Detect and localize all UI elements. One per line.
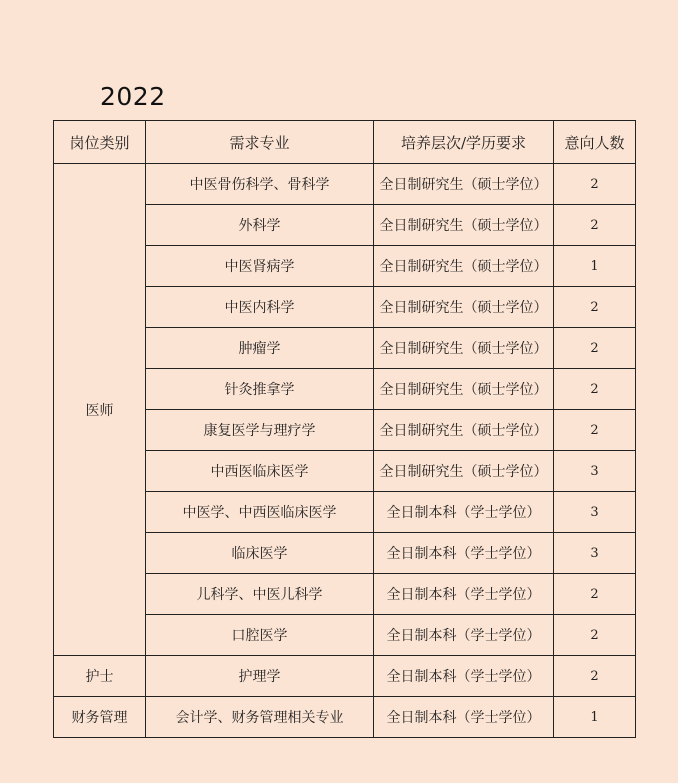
major-cell: 中西医临床医学 bbox=[146, 451, 374, 492]
header-row bbox=[54, 121, 636, 164]
count-cell: 2 bbox=[554, 164, 636, 205]
level-cell: 全日制本科（学士学位） bbox=[374, 615, 554, 656]
count-cell: 1 bbox=[554, 246, 636, 287]
level-cell: 全日制本科（学士学位） bbox=[374, 697, 554, 738]
count-cell: 2 bbox=[554, 574, 636, 615]
level-cell: 全日制本科（学士学位） bbox=[374, 492, 554, 533]
level-cell: 全日制研究生（硕士学位） bbox=[374, 369, 554, 410]
major-cell: 口腔医学 bbox=[146, 615, 374, 656]
count-cell: 2 bbox=[554, 410, 636, 451]
recruitment-table bbox=[53, 120, 636, 738]
major-cell: 儿科学、中医儿科学 bbox=[146, 574, 374, 615]
header-category: 岗位类别 bbox=[54, 121, 146, 164]
major-cell: 针灸推拿学 bbox=[146, 369, 374, 410]
table-header bbox=[54, 121, 636, 164]
level-cell: 全日制研究生（硕士学位） bbox=[374, 205, 554, 246]
count-cell: 3 bbox=[554, 533, 636, 574]
level-cell: 全日制研究生（硕士学位） bbox=[374, 328, 554, 369]
major-cell: 中医骨伤科学、骨科学 bbox=[146, 164, 374, 205]
table-row bbox=[54, 697, 636, 738]
major-cell: 会计学、财务管理相关专业 bbox=[146, 697, 374, 738]
category-cell: 护士 bbox=[54, 656, 146, 697]
category-cell: 财务管理 bbox=[54, 697, 146, 738]
level-cell: 全日制研究生（硕士学位） bbox=[374, 410, 554, 451]
level-cell: 全日制研究生（硕士学位） bbox=[374, 451, 554, 492]
major-cell: 中医肾病学 bbox=[146, 246, 374, 287]
table-body bbox=[54, 164, 636, 738]
major-cell: 康复医学与理疗学 bbox=[146, 410, 374, 451]
header-count: 意向人数 bbox=[554, 121, 636, 164]
header-level: 培养层次/学历要求 bbox=[374, 121, 554, 164]
count-cell: 3 bbox=[554, 492, 636, 533]
major-cell: 中医内科学 bbox=[146, 287, 374, 328]
level-cell: 全日制本科（学士学位） bbox=[374, 533, 554, 574]
major-cell: 中医学、中西医临床医学 bbox=[146, 492, 374, 533]
level-cell: 全日制研究生（硕士学位） bbox=[374, 287, 554, 328]
major-cell: 外科学 bbox=[146, 205, 374, 246]
count-cell: 2 bbox=[554, 287, 636, 328]
category-cell: 医师 bbox=[54, 164, 146, 656]
count-cell: 2 bbox=[554, 369, 636, 410]
count-cell: 2 bbox=[554, 656, 636, 697]
count-cell: 2 bbox=[554, 328, 636, 369]
level-cell: 全日制本科（学士学位） bbox=[374, 574, 554, 615]
year-heading: 2022 bbox=[100, 82, 166, 111]
level-cell: 全日制研究生（硕士学位） bbox=[374, 164, 554, 205]
major-cell: 肿瘤学 bbox=[146, 328, 374, 369]
major-cell: 临床医学 bbox=[146, 533, 374, 574]
count-cell: 3 bbox=[554, 451, 636, 492]
table-row bbox=[54, 164, 636, 205]
count-cell: 2 bbox=[554, 205, 636, 246]
table-row bbox=[54, 656, 636, 697]
major-cell: 护理学 bbox=[146, 656, 374, 697]
level-cell: 全日制本科（学士学位） bbox=[374, 656, 554, 697]
count-cell: 2 bbox=[554, 615, 636, 656]
header-major: 需求专业 bbox=[146, 121, 374, 164]
level-cell: 全日制研究生（硕士学位） bbox=[374, 246, 554, 287]
count-cell: 1 bbox=[554, 697, 636, 738]
